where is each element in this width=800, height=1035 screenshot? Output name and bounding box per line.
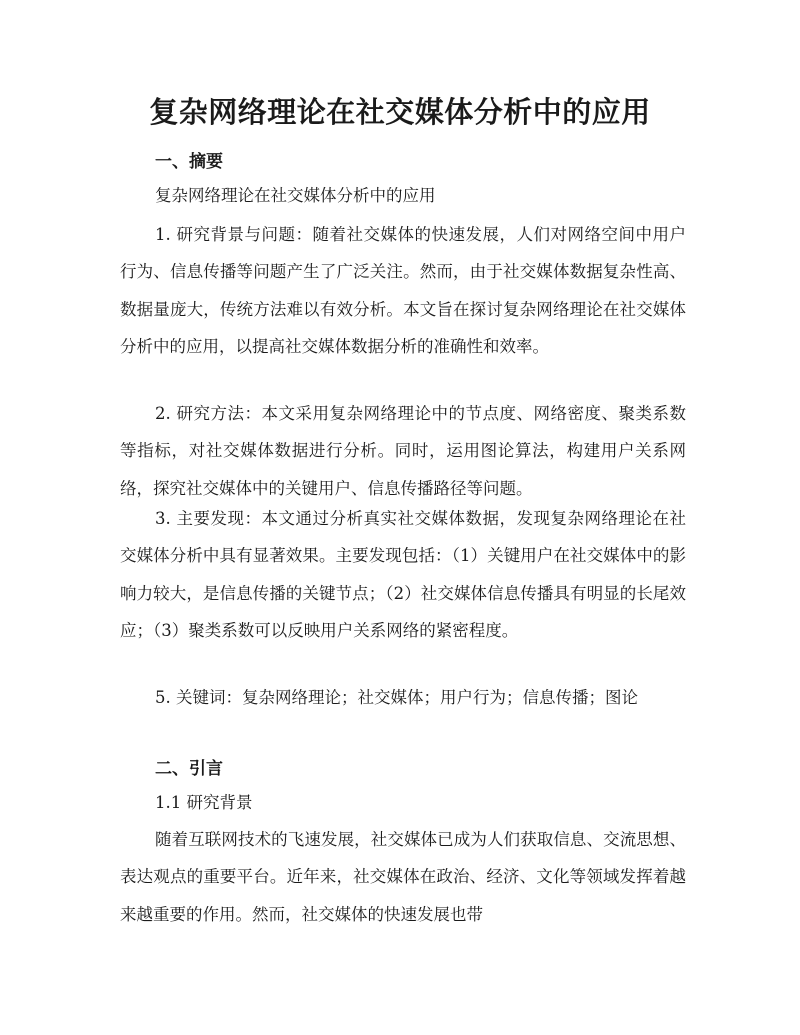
section-heading-abstract: 一、摘要 [155,152,223,172]
abstract-subtitle: 复杂网络理论在社交媒体分析中的应用 [155,186,436,205]
abstract-paragraph-keywords: 5. 关键词：复杂网络理论；社交媒体；用户行为；信息传播；图论 [155,688,638,707]
abstract-paragraph-background: 1. 研究背景与问题：随着社交媒体的快速发展，人们对网络空间中用户行为、信息传播等问题产生了广泛关注。然而，由于社交媒体数据复杂性高、数据量庞大，传统方法难以有效分析。本文旨在探讨复杂网络理论在社交媒体分析中的应用，以提高社交媒体数据分析的准确性和效率。 [120,225,686,356]
abstract-paragraph-methods: 2. 研究方法：本文采用复杂网络理论中的节点度、网络密度、聚类系数等指标，对社交媒体数据进行分析。同时，运用图论算法，构建用户关系网络，探究社交媒体中的关键用户、信息传播路径等问题。 [120,404,686,498]
abstract-paragraph-findings: 3. 主要发现：本文通过分析真实社交媒体数据，发现复杂网络理论在社交媒体分析中具有显著效果。主要发现包括：（1）关键用户在社交媒体中的影响力较大，是信息传播的关键节点；（2）社交媒体信息传播具有明显的长尾效应；（3）聚类系数可以反映用户关系网络的紧密程度。 [120,509,686,640]
document-title: 复杂网络理论在社交媒体分析中的应用 [149,95,651,129]
subsection-heading-background: 1.1 研究背景 [155,793,253,812]
section-heading-introduction: 二、引言 [155,759,223,779]
introduction-paragraph: 随着互联网技术的飞速发展，社交媒体已成为人们获取信息、交流思想、表达观点的重要平台。近年来，社交媒体在政治、经济、文化等领域发挥着越来越重要的作用。然而，社交媒体的快速发展也带 [120,830,686,924]
